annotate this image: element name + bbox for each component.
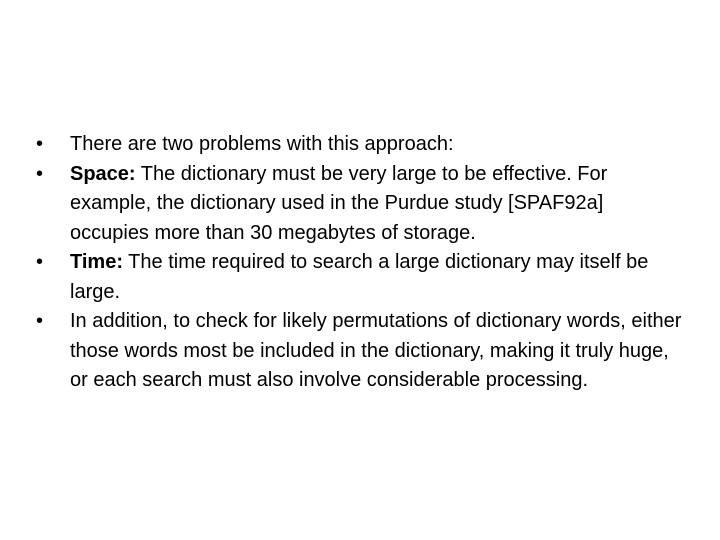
bullet-item-problems <box>36 130 686 160</box>
bullet-text: There are two problems with this approach: <box>70 133 454 155</box>
bullet-icon: • <box>36 310 44 332</box>
bullet-text: In addition, to check for likely permutations of dictionary words, either those words most be included in the dictionary, making it truly huge, or each search must also involve considerable processing. <box>70 310 682 391</box>
bullet-item-space <box>36 160 686 249</box>
bullet-icon: • <box>36 162 44 185</box>
bullet-term: Space: <box>70 162 136 185</box>
bullet-item-time <box>36 248 686 307</box>
bullet-list <box>36 130 686 396</box>
bullet-icon: • <box>36 251 44 273</box>
bullet-text: The dictionary must be very large to be effective. For example, the dictionary used in the Purdue study [SPAF92a] occupies more than 30 megabytes of storage. <box>70 162 608 244</box>
bullet-term: Time: <box>70 251 123 273</box>
bullet-text: The time required to search a large dictionary may itself be large. <box>70 251 649 303</box>
bullet-item-addition <box>36 307 686 396</box>
bullet-icon: • <box>36 133 44 155</box>
